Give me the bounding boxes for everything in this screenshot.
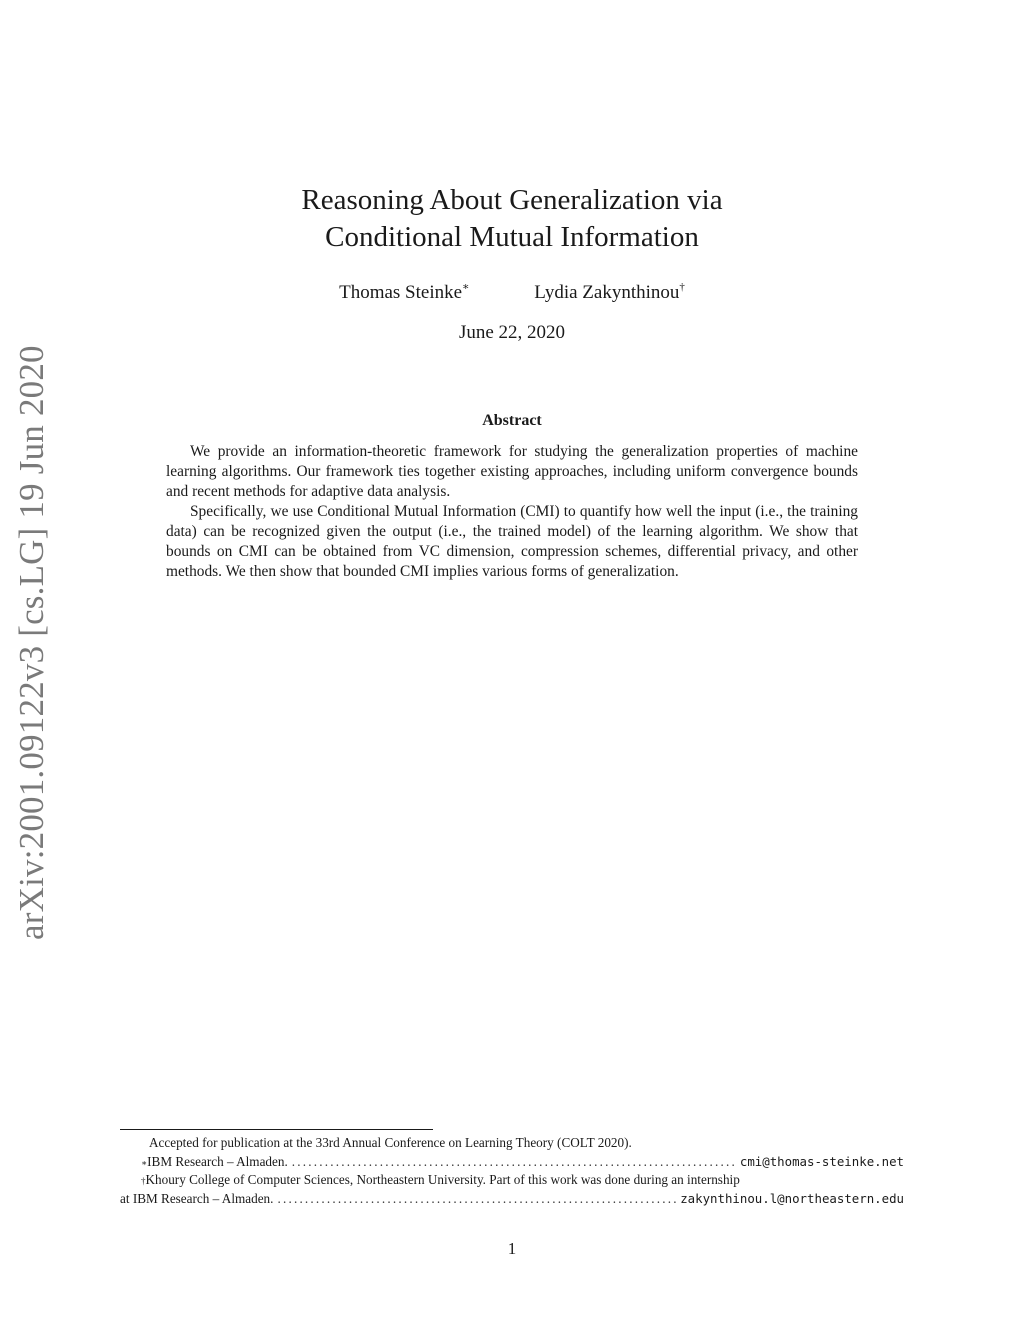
publication-date: June 22, 2020	[458, 322, 566, 343]
author-zakynthinou	[534, 281, 685, 305]
footnotes	[120, 1134, 904, 1208]
author-list	[0, 281, 1024, 305]
zakynthinou-affiliation-line-2: at IBM Research – Almaden.	[120, 1190, 274, 1206]
abstract-body	[166, 442, 858, 582]
footnote-divider	[120, 1129, 433, 1130]
author-name: Lydia Zakynthinou	[534, 282, 680, 303]
abstract-heading: Abstract	[482, 412, 542, 429]
zakynthinou-email[interactable]: zakynthinou.l@northeastern.edu	[680, 1190, 904, 1206]
dot-leader	[292, 1153, 736, 1172]
footnote-acceptance	[120, 1134, 904, 1153]
abstract-paragraph-2: Specifically, we use Conditional Mutual Information (CMI) to quantify how well the input (i.e., the training data) can be recognized given the output (i.e., the trained model) of the learning algorithm. We show that bounds on CMI can be obtained from VC dimension, compression schemes, differential privacy, and other methods. We then show that bounded CMI implies various forms of generalization.	[166, 503, 858, 580]
title-line-2: Conditional Mutual Information	[325, 221, 699, 253]
author-steinke	[339, 281, 469, 305]
arxiv-identifier-stamp: arXiv:2001.09122v3 [cs.LG] 19 Jun 2020	[12, 345, 51, 940]
author-footnote-mark: ∗	[462, 281, 470, 293]
paper-title	[0, 182, 1024, 256]
dot-leader	[277, 1190, 676, 1209]
footnote-zakynthinou-line-2	[120, 1190, 904, 1209]
steinke-affiliation: IBM Research – Almaden.	[147, 1153, 288, 1169]
author-name: Thomas Steinke	[339, 282, 463, 303]
zakynthinou-affiliation-line-1: Khoury College of Computer Sciences, Northeastern University. Part of this work was done during an internship	[145, 1172, 740, 1187]
footnote-steinke: ∗ IBM Research – Almaden. ..... cmi@thomas-steinke.net	[120, 1153, 904, 1172]
acceptance-text: Accepted for publication at the 33rd Annual Conference on Learning Theory (COLT 2020).	[149, 1135, 632, 1150]
author-footnote-mark: †	[679, 281, 685, 293]
title-line-1: Reasoning About Generalization via	[301, 184, 723, 216]
abstract-paragraph-1: We provide an information-theoretic framework for studying the generalization properties of machine learning algorithms. Our framework ties together existing approaches, including uniform convergence bounds and recent methods for adaptive data analysis.	[166, 443, 858, 500]
page-number: 1	[507, 1239, 517, 1258]
steinke-email[interactable]: cmi@thomas-steinke.net	[739, 1153, 904, 1169]
footnote-zakynthinou-line-1: † Khoury College of Computer Sciences, Northeastern University. Part of this work was done during an internship	[120, 1171, 904, 1190]
